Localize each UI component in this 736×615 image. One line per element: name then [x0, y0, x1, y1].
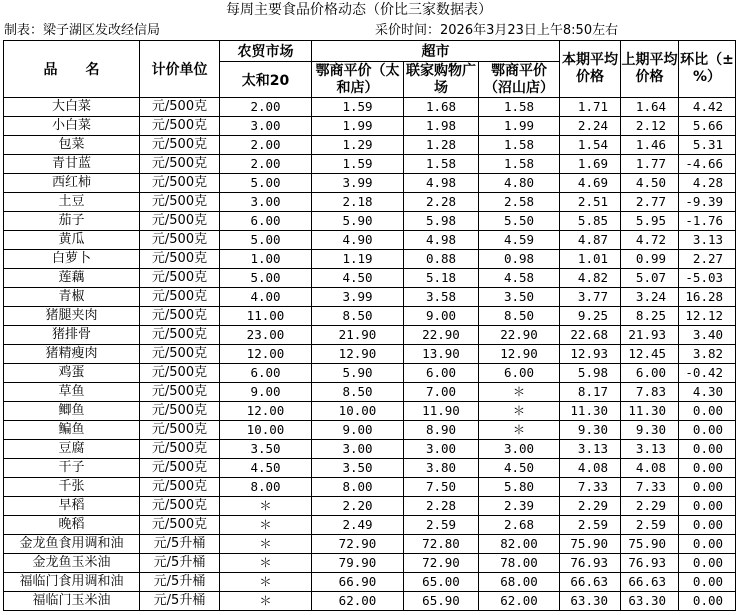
- cell-previous-avg: 8.25: [621, 307, 679, 326]
- cell-current-avg: 1.54: [560, 136, 621, 155]
- cell-unit: 元/500克: [140, 269, 220, 288]
- cell-ehs-taihe: 3.50: [312, 459, 404, 478]
- cell-previous-avg: 6.00: [621, 364, 679, 383]
- cell-ehs-taihe: 3.00: [312, 440, 404, 459]
- cell-market: ＊: [220, 573, 312, 592]
- cell-ehs-taihe: 12.90: [312, 345, 404, 364]
- table-row: [4, 250, 736, 269]
- cell-lianjia: 22.90: [404, 326, 479, 345]
- cell-unit: 元/500克: [140, 383, 220, 402]
- cell-current-avg: 8.17: [560, 383, 621, 402]
- table-row: [4, 535, 736, 554]
- cell-ehs-yanshan: 5.50: [479, 212, 560, 231]
- table-row: [4, 421, 736, 440]
- cell-change: -4.66: [679, 155, 736, 174]
- cell-previous-avg: 2.12: [621, 117, 679, 136]
- cell-market: ＊: [220, 497, 312, 516]
- cell-ehs-yanshan: 1.58: [479, 98, 560, 117]
- cell-change: 0.00: [679, 554, 736, 573]
- cell-change: 5.31: [679, 136, 736, 155]
- meta-line: [0, 21, 718, 40]
- table-row: [4, 402, 736, 421]
- cell-unit: 元/500克: [140, 231, 220, 250]
- cell-ehs-yanshan: 2.58: [479, 193, 560, 212]
- header-unit: 计价单位: [140, 41, 220, 98]
- cell-name: 鸡蛋: [4, 364, 140, 383]
- cell-ehs-yanshan: 1.99: [479, 117, 560, 136]
- cell-ehs-yanshan: 78.00: [479, 554, 560, 573]
- cell-unit: 元/500克: [140, 250, 220, 269]
- cell-ehs-taihe: 66.90: [312, 573, 404, 592]
- cell-ehs-taihe: 8.50: [312, 383, 404, 402]
- cell-ehs-yanshan: 4.50: [479, 459, 560, 478]
- cell-current-avg: 7.33: [560, 478, 621, 497]
- cell-ehs-yanshan: 4.58: [479, 269, 560, 288]
- cell-name: 包菜: [4, 136, 140, 155]
- cell-previous-avg: 3.13: [621, 440, 679, 459]
- table-row: [4, 364, 736, 383]
- table-row: [4, 497, 736, 516]
- cell-current-avg: 66.63: [560, 573, 621, 592]
- cell-previous-avg: 7.33: [621, 478, 679, 497]
- cell-unit: 元/5升桶: [140, 535, 220, 554]
- cell-ehs-yanshan: 3.00: [479, 440, 560, 459]
- cell-lianjia: 3.80: [404, 459, 479, 478]
- cell-previous-avg: 2.77: [621, 193, 679, 212]
- cell-market: 8.00: [220, 478, 312, 497]
- cell-current-avg: 63.30: [560, 592, 621, 611]
- cell-change: 0.00: [679, 402, 736, 421]
- cell-market: 2.00: [220, 98, 312, 117]
- cell-ehs-taihe: 8.00: [312, 478, 404, 497]
- cell-current-avg: 2.29: [560, 497, 621, 516]
- cell-change: -5.03: [679, 269, 736, 288]
- cell-previous-avg: 2.59: [621, 516, 679, 535]
- cell-change: -9.39: [679, 193, 736, 212]
- cell-ehs-yanshan: ＊: [479, 421, 560, 440]
- cell-change: 4.28: [679, 174, 736, 193]
- cell-ehs-yanshan: 2.68: [479, 516, 560, 535]
- cell-ehs-yanshan: 12.90: [479, 345, 560, 364]
- cell-market: 12.00: [220, 345, 312, 364]
- cell-name: 青椒: [4, 288, 140, 307]
- cell-unit: 元/500克: [140, 193, 220, 212]
- cell-change: 0.00: [679, 497, 736, 516]
- cell-name: 福临门玉米油: [4, 592, 140, 611]
- cell-previous-avg: 4.08: [621, 459, 679, 478]
- cell-current-avg: 5.98: [560, 364, 621, 383]
- cell-change: 16.28: [679, 288, 736, 307]
- cell-market: ＊: [220, 592, 312, 611]
- cell-previous-avg: 1.64: [621, 98, 679, 117]
- cell-name: 草鱼: [4, 383, 140, 402]
- cell-current-avg: 4.08: [560, 459, 621, 478]
- cell-market: 2.00: [220, 136, 312, 155]
- cell-market: 6.00: [220, 212, 312, 231]
- table-row: [4, 117, 736, 136]
- collect-time-label: 采价时间：2026年3月23日上午8:50左右: [375, 23, 619, 38]
- cell-change: 2.27: [679, 250, 736, 269]
- cell-previous-avg: 5.95: [621, 212, 679, 231]
- cell-current-avg: 2.59: [560, 516, 621, 535]
- cell-ehs-yanshan: 8.50: [479, 307, 560, 326]
- cell-change: 12.12: [679, 307, 736, 326]
- cell-current-avg: 1.01: [560, 250, 621, 269]
- cell-unit: 元/500克: [140, 516, 220, 535]
- cell-current-avg: 22.68: [560, 326, 621, 345]
- table-row: [4, 307, 736, 326]
- cell-name: 猪精瘦肉: [4, 345, 140, 364]
- cell-previous-avg: 1.46: [621, 136, 679, 155]
- cell-ehs-taihe: 79.90: [312, 554, 404, 573]
- cell-ehs-taihe: 2.20: [312, 497, 404, 516]
- cell-name: 土豆: [4, 193, 140, 212]
- cell-unit: 元/500克: [140, 212, 220, 231]
- table-row: [4, 459, 736, 478]
- cell-market: 5.00: [220, 174, 312, 193]
- cell-lianjia: 1.58: [404, 155, 479, 174]
- cell-market: 4.00: [220, 288, 312, 307]
- cell-previous-avg: 21.93: [621, 326, 679, 345]
- cell-change: -1.76: [679, 212, 736, 231]
- cell-unit: 元/500克: [140, 155, 220, 174]
- cell-unit: 元/500克: [140, 459, 220, 478]
- cell-previous-avg: 5.07: [621, 269, 679, 288]
- cell-market: 10.00: [220, 421, 312, 440]
- header-market: 太和20: [220, 62, 312, 98]
- cell-lianjia: 7.50: [404, 478, 479, 497]
- cell-lianjia: 13.90: [404, 345, 479, 364]
- cell-ehs-taihe: 5.90: [312, 364, 404, 383]
- cell-name: 黄瓜: [4, 231, 140, 250]
- cell-previous-avg: 12.45: [621, 345, 679, 364]
- cell-name: 干子: [4, 459, 140, 478]
- header-market-group: 农贸市场: [220, 41, 312, 62]
- cell-unit: 元/500克: [140, 326, 220, 345]
- cell-lianjia: 72.90: [404, 554, 479, 573]
- cell-name: 鲫鱼: [4, 402, 140, 421]
- cell-name: 早稻: [4, 497, 140, 516]
- cell-name: 猪排骨: [4, 326, 140, 345]
- cell-ehs-yanshan: 4.59: [479, 231, 560, 250]
- cell-current-avg: 9.25: [560, 307, 621, 326]
- table-row: [4, 231, 736, 250]
- cell-ehs-taihe: 21.90: [312, 326, 404, 345]
- cell-unit: 元/500克: [140, 136, 220, 155]
- compiler-label: 制表：梁子湖区发改经信局: [4, 23, 161, 38]
- cell-current-avg: 3.77: [560, 288, 621, 307]
- cell-current-avg: 4.82: [560, 269, 621, 288]
- cell-ehs-taihe: 3.99: [312, 288, 404, 307]
- cell-lianjia: 2.28: [404, 497, 479, 516]
- cell-change: 0.00: [679, 573, 736, 592]
- cell-ehs-yanshan: 62.00: [479, 592, 560, 611]
- cell-ehs-taihe: 10.00: [312, 402, 404, 421]
- cell-current-avg: 11.30: [560, 402, 621, 421]
- cell-previous-avg: 63.30: [621, 592, 679, 611]
- header-name: 品 名: [4, 41, 140, 98]
- price-table: [3, 40, 736, 611]
- cell-unit: 元/5升桶: [140, 592, 220, 611]
- cell-previous-avg: 3.24: [621, 288, 679, 307]
- cell-change: 0.00: [679, 592, 736, 611]
- cell-ehs-taihe: 4.50: [312, 269, 404, 288]
- cell-ehs-taihe: 1.99: [312, 117, 404, 136]
- cell-previous-avg: 9.30: [621, 421, 679, 440]
- table-row: [4, 269, 736, 288]
- cell-ehs-taihe: 1.59: [312, 155, 404, 174]
- cell-ehs-yanshan: 82.00: [479, 535, 560, 554]
- cell-ehs-yanshan: 1.58: [479, 155, 560, 174]
- cell-lianjia: 6.00: [404, 364, 479, 383]
- cell-change: 0.00: [679, 440, 736, 459]
- cell-previous-avg: 1.77: [621, 155, 679, 174]
- cell-lianjia: 4.98: [404, 174, 479, 193]
- cell-lianjia: 5.98: [404, 212, 479, 231]
- cell-unit: 元/500克: [140, 421, 220, 440]
- table-row: [4, 573, 736, 592]
- cell-unit: 元/500克: [140, 364, 220, 383]
- table-body: [4, 98, 736, 611]
- cell-lianjia: 5.18: [404, 269, 479, 288]
- cell-change: 3.40: [679, 326, 736, 345]
- cell-market: 23.00: [220, 326, 312, 345]
- cell-name: 青甘蓝: [4, 155, 140, 174]
- cell-ehs-taihe: 5.90: [312, 212, 404, 231]
- cell-change: 0.00: [679, 459, 736, 478]
- cell-name: 福临门食用调和油: [4, 573, 140, 592]
- cell-market: 2.00: [220, 155, 312, 174]
- cell-current-avg: 2.24: [560, 117, 621, 136]
- cell-market: 3.00: [220, 193, 312, 212]
- cell-ehs-yanshan: 5.80: [479, 478, 560, 497]
- cell-name: 小白菜: [4, 117, 140, 136]
- cell-lianjia: 9.00: [404, 307, 479, 326]
- cell-previous-avg: 4.50: [621, 174, 679, 193]
- cell-unit: 元/500克: [140, 402, 220, 421]
- cell-lianjia: 3.00: [404, 440, 479, 459]
- cell-current-avg: 1.71: [560, 98, 621, 117]
- cell-ehs-yanshan: 0.98: [479, 250, 560, 269]
- cell-change: 0.00: [679, 516, 736, 535]
- cell-previous-avg: 76.93: [621, 554, 679, 573]
- cell-lianjia: 65.00: [404, 573, 479, 592]
- cell-market: ＊: [220, 516, 312, 535]
- cell-name: 金龙鱼玉米油: [4, 554, 140, 573]
- table-row: [4, 193, 736, 212]
- cell-ehs-yanshan: ＊: [479, 383, 560, 402]
- cell-current-avg: 1.69: [560, 155, 621, 174]
- cell-current-avg: 5.85: [560, 212, 621, 231]
- cell-lianjia: 2.28: [404, 193, 479, 212]
- cell-change: 0.00: [679, 478, 736, 497]
- cell-lianjia: 11.90: [404, 402, 479, 421]
- cell-ehs-taihe: 1.19: [312, 250, 404, 269]
- cell-ehs-yanshan: 1.58: [479, 136, 560, 155]
- cell-previous-avg: 0.99: [621, 250, 679, 269]
- cell-unit: 元/500克: [140, 307, 220, 326]
- cell-current-avg: 4.87: [560, 231, 621, 250]
- cell-previous-avg: 4.72: [621, 231, 679, 250]
- cell-current-avg: 4.69: [560, 174, 621, 193]
- cell-market: 3.50: [220, 440, 312, 459]
- table-row: [4, 326, 736, 345]
- cell-market: 12.00: [220, 402, 312, 421]
- cell-market: 11.00: [220, 307, 312, 326]
- header-ehs-taihe: 鄂商平价（太和店）: [312, 62, 404, 98]
- cell-name: 晚稻: [4, 516, 140, 535]
- cell-ehs-yanshan: 3.50: [479, 288, 560, 307]
- cell-ehs-yanshan: 68.00: [479, 573, 560, 592]
- cell-previous-avg: 2.29: [621, 497, 679, 516]
- table-row: [4, 288, 736, 307]
- header-current-avg: 本期平均价格: [560, 41, 621, 98]
- cell-name: 千张: [4, 478, 140, 497]
- cell-ehs-yanshan: 6.00: [479, 364, 560, 383]
- cell-market: ＊: [220, 535, 312, 554]
- cell-unit: 元/500克: [140, 440, 220, 459]
- cell-lianjia: 65.90: [404, 592, 479, 611]
- cell-market: 4.50: [220, 459, 312, 478]
- table-row: [4, 516, 736, 535]
- cell-name: 茄子: [4, 212, 140, 231]
- cell-ehs-taihe: 2.18: [312, 193, 404, 212]
- cell-market: 6.00: [220, 364, 312, 383]
- table-row: [4, 592, 736, 611]
- cell-current-avg: 75.90: [560, 535, 621, 554]
- cell-lianjia: 1.28: [404, 136, 479, 155]
- cell-name: 豆腐: [4, 440, 140, 459]
- cell-change: 3.82: [679, 345, 736, 364]
- cell-market: 9.00: [220, 383, 312, 402]
- cell-unit: 元/500克: [140, 497, 220, 516]
- cell-current-avg: 9.30: [560, 421, 621, 440]
- cell-lianjia: 1.68: [404, 98, 479, 117]
- cell-previous-avg: 7.83: [621, 383, 679, 402]
- table-row: [4, 345, 736, 364]
- cell-name: 金龙鱼食用调和油: [4, 535, 140, 554]
- table-row: [4, 554, 736, 573]
- cell-ehs-taihe: 3.99: [312, 174, 404, 193]
- cell-name: 西红柿: [4, 174, 140, 193]
- cell-unit: 元/500克: [140, 478, 220, 497]
- header-previous-avg: 上期平均价格: [621, 41, 679, 98]
- cell-previous-avg: 11.30: [621, 402, 679, 421]
- cell-current-avg: 2.51: [560, 193, 621, 212]
- table-row: [4, 155, 736, 174]
- cell-unit: 元/5升桶: [140, 554, 220, 573]
- cell-ehs-taihe: 4.90: [312, 231, 404, 250]
- cell-name: 白萝卜: [4, 250, 140, 269]
- header-lianjia: 联家购物广场: [404, 62, 479, 98]
- cell-unit: 元/500克: [140, 174, 220, 193]
- cell-current-avg: 76.93: [560, 554, 621, 573]
- cell-unit: 元/500克: [140, 345, 220, 364]
- cell-ehs-yanshan: 22.90: [479, 326, 560, 345]
- cell-change: 3.13: [679, 231, 736, 250]
- table-row: [4, 383, 736, 402]
- cell-ehs-taihe: 72.90: [312, 535, 404, 554]
- cell-name: 莲藕: [4, 269, 140, 288]
- cell-change: 0.00: [679, 421, 736, 440]
- cell-name: 大白菜: [4, 98, 140, 117]
- cell-unit: 元/500克: [140, 288, 220, 307]
- cell-lianjia: 72.80: [404, 535, 479, 554]
- page-title: 每周主要食品价格动态（价比三家数据表）: [226, 2, 492, 18]
- cell-market: 3.00: [220, 117, 312, 136]
- cell-ehs-taihe: 1.59: [312, 98, 404, 117]
- cell-ehs-taihe: 8.50: [312, 307, 404, 326]
- cell-name: 鳊鱼: [4, 421, 140, 440]
- table-row: [4, 212, 736, 231]
- cell-unit: 元/5升桶: [140, 573, 220, 592]
- cell-previous-avg: 66.63: [621, 573, 679, 592]
- table-row: [4, 98, 736, 117]
- cell-market: 5.00: [220, 231, 312, 250]
- cell-current-avg: 3.13: [560, 440, 621, 459]
- header-ehs-yanshan: 鄂商平价（沼山店）: [479, 62, 560, 98]
- table-row: [4, 478, 736, 497]
- cell-ehs-yanshan: 2.39: [479, 497, 560, 516]
- cell-ehs-taihe: 62.00: [312, 592, 404, 611]
- cell-lianjia: 1.98: [404, 117, 479, 136]
- header-change: 环比（±%）: [679, 41, 736, 98]
- cell-market: 5.00: [220, 269, 312, 288]
- cell-lianjia: 7.00: [404, 383, 479, 402]
- cell-change: 5.66: [679, 117, 736, 136]
- cell-change: 0.00: [679, 535, 736, 554]
- cell-lianjia: 8.90: [404, 421, 479, 440]
- cell-lianjia: 0.88: [404, 250, 479, 269]
- cell-ehs-taihe: 9.00: [312, 421, 404, 440]
- cell-ehs-taihe: 1.29: [312, 136, 404, 155]
- table-row: [4, 136, 736, 155]
- table-row: [4, 174, 736, 193]
- cell-market: 1.00: [220, 250, 312, 269]
- cell-ehs-yanshan: 4.80: [479, 174, 560, 193]
- cell-unit: 元/500克: [140, 117, 220, 136]
- cell-change: 4.42: [679, 98, 736, 117]
- cell-change: -0.42: [679, 364, 736, 383]
- cell-current-avg: 12.93: [560, 345, 621, 364]
- cell-change: 4.30: [679, 383, 736, 402]
- header-row-group: [4, 41, 736, 62]
- cell-lianjia: 2.59: [404, 516, 479, 535]
- cell-lianjia: 4.98: [404, 231, 479, 250]
- cell-unit: 元/500克: [140, 98, 220, 117]
- cell-name: 猪腿夹肉: [4, 307, 140, 326]
- table-row: [4, 440, 736, 459]
- cell-ehs-yanshan: ＊: [479, 402, 560, 421]
- header-supermarket-group: 超市: [312, 41, 560, 62]
- cell-previous-avg: 75.90: [621, 535, 679, 554]
- cell-ehs-taihe: 2.49: [312, 516, 404, 535]
- cell-lianjia: 3.58: [404, 288, 479, 307]
- cell-market: ＊: [220, 554, 312, 573]
